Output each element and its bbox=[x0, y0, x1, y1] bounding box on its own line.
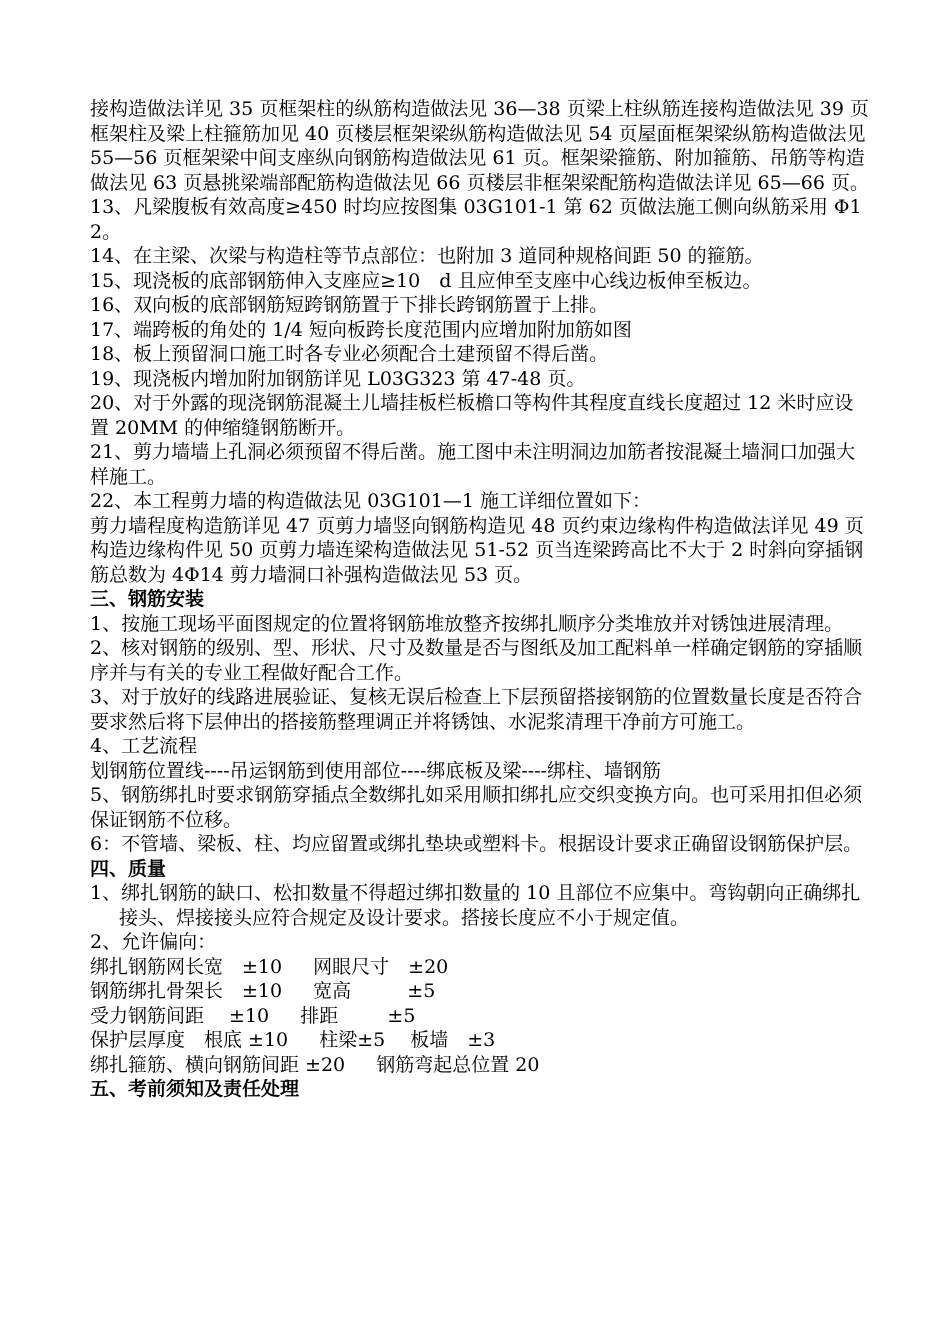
item-15: 15、现浇板的底部钢筋伸入支座应≥10 d 且应伸至支座中心线边板伸至板边。 bbox=[90, 269, 762, 292]
install-item-4: 4、工艺流程 bbox=[90, 735, 198, 757]
quality-item-2: 2、允许偏向： bbox=[90, 931, 217, 953]
item-18: 18、板上预留洞口施工时各专业必须配合土建预留不得后凿。 bbox=[90, 343, 609, 365]
install-item-2: 2、核对钢筋的级别、型、形状、尺寸及数量是否与图纸及加工配料单一样确定钢筋的穿插顺序并与有关的专业工程做好配合工作。 bbox=[90, 637, 863, 684]
item-19: 19、现浇板内增加附加钢筋详见 L03G323 第 47-48 页。 bbox=[90, 367, 586, 390]
item-16: 16、双向板的底部钢筋短跨钢筋置于下排长跨钢筋置于上排。 bbox=[90, 294, 609, 316]
quality-item-1: 1、绑扎钢筋的缺口、松扣数量不得超过绑扣数量的 10 且部位不应集中。弯钩朝向正确绑扎接头、焊接接头应符合规定及设计要求。搭接长度应不小于规定值。 bbox=[90, 882, 861, 929]
install-item-1: 1、按施工现场平面图规定的位置将钢筋堆放整齐按绑扎顺序分类堆放并对锈蚀进展清理。 bbox=[90, 612, 844, 635]
item-21: 21、剪力墙墙上孔洞必须预留不得后凿。施工图中未注明洞边加筋者按混凝土墙洞口加强大样施工。 bbox=[90, 441, 856, 488]
tolerance-row: 钢筋绑扎骨架长 ±10 宽高 ±5 bbox=[90, 980, 436, 1002]
tolerance-row: 受力钢筋间距 ±10 排距 ±5 bbox=[90, 1004, 416, 1027]
item-22: 22、本工程剪力墙的构造做法见 03G101—1 施工详细位置如下： bbox=[90, 490, 651, 512]
item-13: 13、凡梁腹板有效高度≥450 时均应按图集 03G101-1 第 62 页做法施工侧向纵筋采用 Φ12。 bbox=[90, 196, 862, 243]
tolerance-row: 绑扎钢筋网长宽 ±10 网眼尺寸 ±20 bbox=[90, 955, 449, 978]
item-14: 14、在主梁、次梁与构造柱等节点部位：也附加 3 道同种规格间距 50 的箍筋。 bbox=[90, 245, 764, 267]
item-20: 20、对于外露的现浇钢筋混凝土儿墙挂板栏板檐口等构件其程度直线长度超过 12 米时应设置 20MM 的伸缩缝钢筋断开。 bbox=[90, 392, 854, 439]
tolerance-row: 保护层厚度 根底 ±10 柱梁±5 板墙 ±3 bbox=[90, 1029, 496, 1051]
tolerance-row: 绑扎箍筋、横向钢筋间距 ±20 钢筋弯起总位置 20 bbox=[90, 1053, 540, 1076]
install-item-3: 3、对于放好的线路进展验证、复核无误后检查上下层预留搭接钢筋的位置数量长度是否符合要求然后将下层伸出的搭接筋整理调正并将锈蚀、水泥浆清理干净前方可施工。 bbox=[90, 686, 863, 733]
section-heading-rebar-installation: 三、钢筋安装 bbox=[90, 588, 205, 610]
shear-wall-details: 剪力墙程度构造筋详见 47 页剪力墙竖向钢筋构造见 48 页约束边缘构件构造做法详见 49 页构造边缘构件见 50 页剪力墙连梁构造做法见 51-52 页当连梁跨高比不大于 2 时斜向穿插钢筋总数为 4Φ14 剪力墙洞口补强构造做法见 53 页。 bbox=[90, 514, 864, 586]
install-item-6: 6：不管墙、梁板、柱、均应留置或绑扎垫块或塑料卡。根据设计要求正确留设钢筋保护层。 bbox=[90, 833, 863, 855]
item-17: 17、端跨板的角处的 1/4 短向板跨长度范围内应增加附加筋如图 bbox=[90, 318, 632, 341]
install-item-5: 5、钢筋绑扎时要求钢筋穿插点全数绑扎如采用顺扣绑扎应交织变换方向。也可采用扣但必须保证钢筋不位移。 bbox=[90, 784, 863, 831]
section-heading-quality: 四、质量 bbox=[90, 857, 167, 880]
paragraph-detail-references: 接构造做法详见 35 页框架柱的纵筋构造做法见 36—38 页梁上柱纵筋连接构造做法见 39 页框架柱及梁上柱箍筋加见 40 页楼层框架梁纵筋构造做法见 54 页屋面框架梁纵筋构造做法见 55—56 页框架梁中间支座纵向钢筋构造做法见 61 页。框架梁箍筋、附加箍筋、吊筋等构造做法见 63 页悬挑梁端部配筋构造做法见 66 页楼层非框架梁配筋构造做法详见 65—66 页。 bbox=[90, 98, 869, 194]
section-heading-notes-responsibility: 五、考前须知及责任处理 bbox=[90, 1078, 300, 1100]
process-flow: 划钢筋位置线----吊运钢筋到使用部位----绑底板及梁----绑柱、墙钢筋 bbox=[90, 759, 662, 782]
